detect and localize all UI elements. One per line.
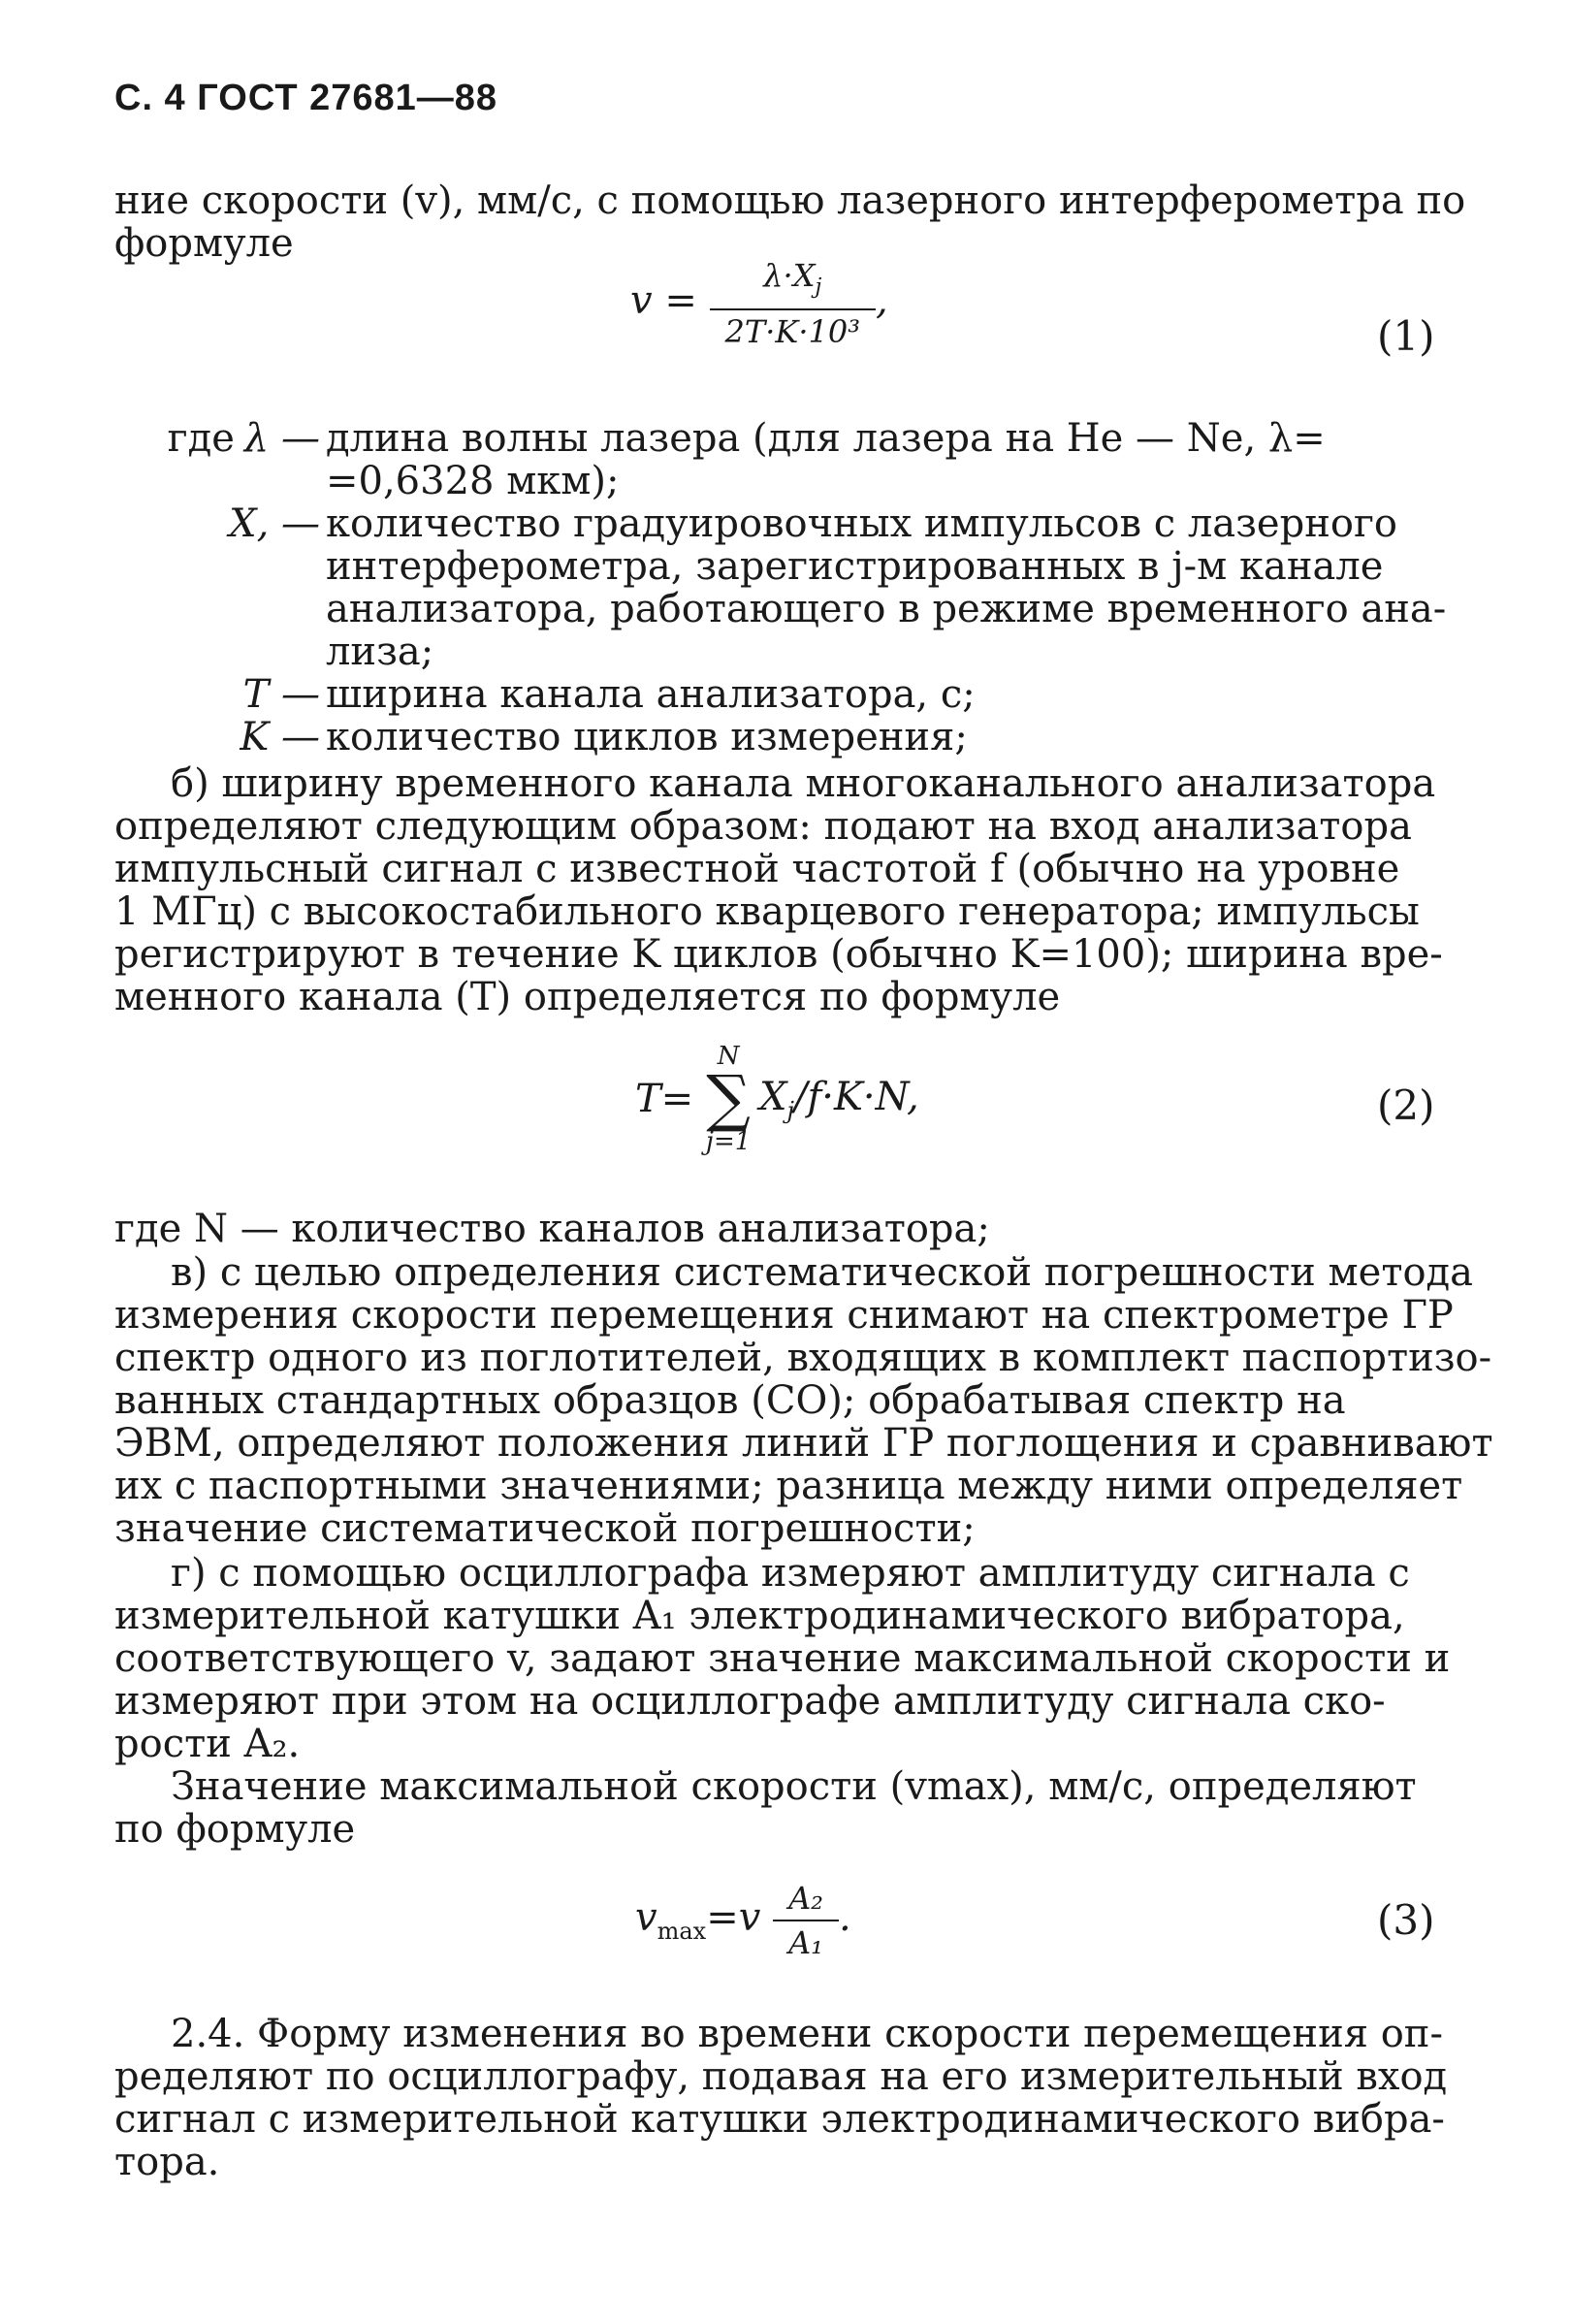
- formula-body: $X_j/f\cdot K\cdot N$,: [759, 1074, 919, 1124]
- formula-fraction: [773, 1877, 839, 1964]
- page-header: С. 4 ГОСТ 27681—88: [114, 78, 498, 118]
- definition-k: K — количество циклов измерения;: [240, 715, 968, 759]
- formula-1: v = $\frac{\lambda\cdot X_j}{\text{2T·K·10³}}$ ,: [630, 254, 888, 353]
- definition-lambda: где λ — длина волны лазера (для лазера на He — Ne, λ= =0,6328 мкм);: [167, 416, 1326, 503]
- text-line: формуле: [114, 221, 294, 266]
- text-line: ние скорости (v), мм/с, с помощью лазерного интерферометра по: [114, 178, 1466, 223]
- formula-numerator: $\lambda\cdot X_j$: [710, 254, 877, 310]
- formula-lhs: T=: [635, 1077, 694, 1121]
- intro-paragraph: [114, 179, 1472, 265]
- definitions-1: [114, 417, 1570, 759]
- formula-lhs: $v_{max}=v$: [635, 1895, 761, 1945]
- formula-3: $v_{max}=v$ $\frac{\text{A₂}}{\text{A₁}}$ .: [635, 1877, 851, 1964]
- formula-lhs: v =: [630, 278, 697, 324]
- definition-t: T — ширина канала анализатора, с;: [242, 672, 976, 717]
- equation-number-1: (1): [1377, 312, 1435, 360]
- definition-n: где N — количество каналов анализатора;: [114, 1207, 990, 1251]
- paragraph-b: б) ширину временного канала многоканального анализатора определяют следующим образом: подают на вход анализатора импульсный сигнал с известной частотой f (обычно на уровне 1 МГц) с высокостабильного кварцевого генератора; импульсы регистрируют в течение K циклов (обычно K=100); ширина вре- менного канала (T) определяется по формуле: [114, 761, 1443, 1019]
- equation-number-2: (2): [1377, 1081, 1435, 1129]
- formula-fraction: [710, 254, 877, 353]
- formula-denominator: A₁: [788, 1924, 823, 1961]
- paragraph-vmax: Значение максимальной скорости (vmax), мм/с, определяют по формуле: [114, 1764, 1417, 1852]
- formula-2: [635, 1043, 919, 1155]
- formula-denominator: 2T·K·10³: [724, 313, 861, 351]
- formula-numerator: A₂: [773, 1877, 839, 1921]
- paragraph-2-4: 2.4. Форму изменения во времени скорости перемещения оп- ределяют по осциллографу, подавая на его измерительный вход сигнал с измерительной катушки электродинамического вибра- тора.: [114, 2012, 1448, 2184]
- sum-operator: N ∑ j=1: [705, 1042, 752, 1156]
- equation-number-3: (3): [1377, 1896, 1435, 1944]
- paragraph-g: г) с помощью осциллографа измеряют амплитуду сигнала с измерительной катушки A₁ электродинамического вибратора, соответствующего v, задают значение максимальной скорости и измеряют при этом на осциллографе амплитуду сигнала ско- рости A₂.: [114, 1551, 1451, 1766]
- definition-x: X, — количество градуировочных импульсов с лазерного интерферометра, зарегистрированных в j-м канале анализатора, работающего в режиме временного ана- лиза;: [229, 501, 1447, 674]
- paragraph-v: в) с целью определения систематической погрешности метода измерения скорости перемещения снимают на спектрометре ГР спектр одного из поглотителей, входящих в комплект паспортизо- ванных стандартных образцов (СО); обрабатывая спектр на ЭВМ, определяют положения линий ГР поглощения и сравнивают их с паспортными значениями; разница между ними определяет значение систематической погрешности;: [114, 1250, 1493, 1551]
